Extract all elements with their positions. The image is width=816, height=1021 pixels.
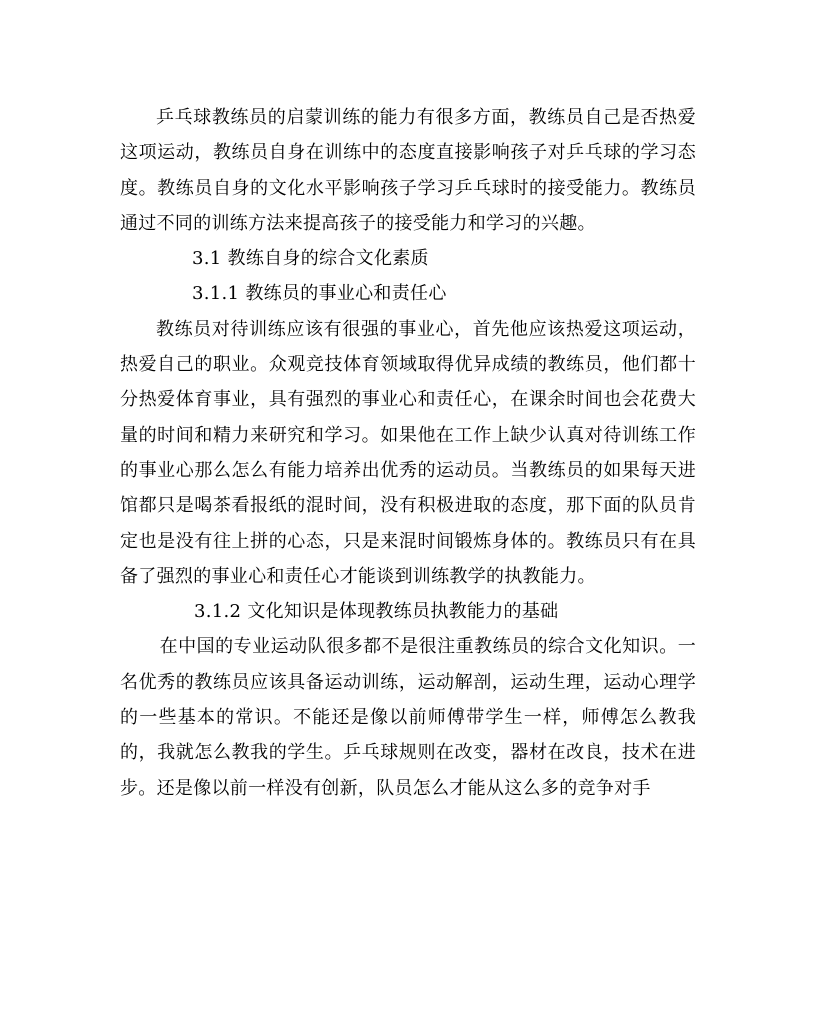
intro-paragraph: 乒乓球教练员的启蒙训练的能力有很多方面，教练员自己是否热爱这项运动，教练员自身在训练中的态度直接影响孩子对乒乓球的学习态度。教练员自身的文化水平影响孩子学习乒乓球时的接受能力。教练员通过不同的训练方法来提高孩子的接受能力和学习的兴趣。 [120, 107, 696, 234]
section-3-1-2-paragraph: 在中国的专业运动队很多都不是很注重教练员的综合文化知识。一名优秀的教练员应该具备运动训练，运动解剖，运动生理，运动心理学的一些基本的常识。不能还是像以前师傅带学生一样，师傅怎么教我的，我就怎么教我的学生。乒乓球规则在改变，器材在改良，技术在进步。还是像以前一样没有创新，队员怎么才能从这么多的竞争对手 [120, 636, 696, 799]
section-3-1-1-heading: 3.1.1 教练员的事业心和责任心 [192, 283, 447, 305]
section-3-1-2-heading: 3.1.2 文化知识是体现教练员执教能力的基础 [194, 601, 559, 623]
section-3-1-1-paragraph: 教练员对待训练应该有很强的事业心，首先他应该热爱这项运动，热爱自己的职业。众观竞技体育领域取得优异成绩的教练员，他们都十分热爱体育事业，具有强烈的事业心和责任心，在课余时间也会花费大量的时间和精力来研究和学习。如果他在工作上缺少认真对待训练工作的事业心那么怎么有能力培养出优秀的运动员。当教练员的如果每天进馆都只是喝茶看报纸的混时间，没有积极进取的态度，那下面的队员肯定也是没有往上拼的心态，只是来混时间锻炼身体的。教练员只有在具备了强烈的事业心和责任心才能谈到训练教学的执教能力。 [120, 318, 696, 587]
section-3-1-heading: 3.1 教练自身的综合文化素质 [192, 248, 429, 270]
document-body [120, 100, 696, 806]
